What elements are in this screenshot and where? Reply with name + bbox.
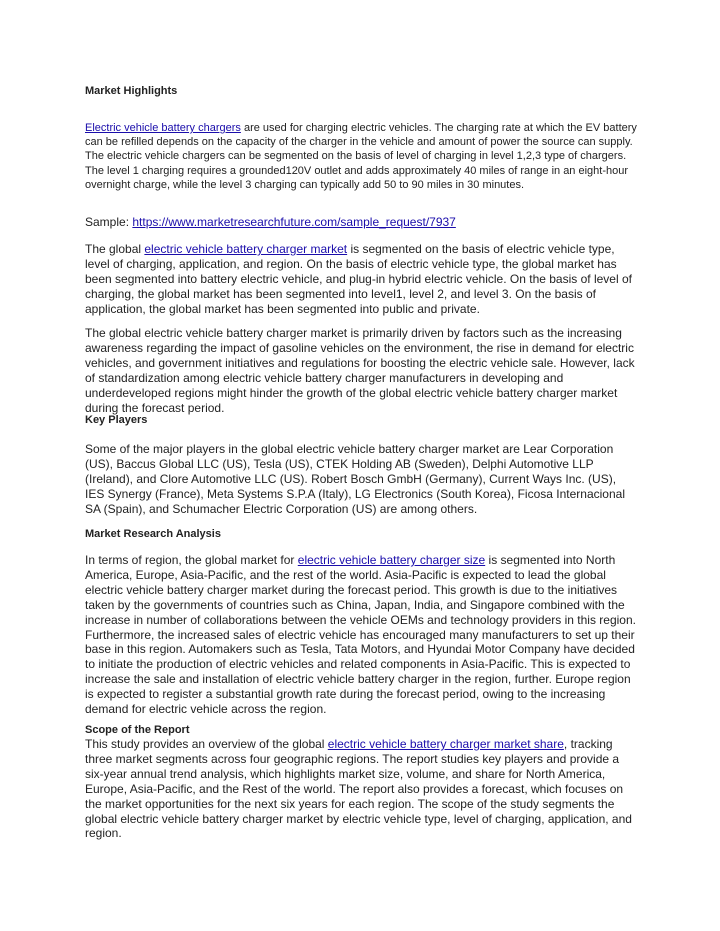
sample-label: Sample: — [85, 215, 133, 229]
scope-pre: This study provides an overview of the global — [85, 737, 328, 751]
ev-battery-chargers-link[interactable]: Electric vehicle battery chargers — [85, 122, 241, 134]
highlights-paragraph-3 — [85, 326, 637, 415]
research-pre: In terms of region, the global market for — [85, 553, 298, 567]
sample-request-link[interactable]: https://www.marketresearchfuture.com/sample_request/7937 — [132, 215, 456, 229]
ev-battery-charger-market-link[interactable]: electric vehicle battery charger market — [144, 242, 348, 256]
research-post: is segmented into North America, Europe, Asia-Pacific, and the rest of the world. Asia-Pacific is expected to lead the global electric vehicle battery charger market during the forecast period. This growth is due to the initiatives taken by the governments of countries such as China, Japan, India, and Singapore combined with the increase in number of collaborations between the vehicle OEMs and technology providers in this region. Furthermore, the increased sales of electric vehicle has encouraged many manufacturers to set up their base in this region. Automakers such as Tesla, Tata Motors, and Hyundai Motor Company have decided to initiate the production of electric vehicles and related components in Asia-Pacific. This is expected to increase the sale and installation of electric vehicle battery charger in the region, further. Europe region is expected to register a substantial growth rate during the forecast period, owing to the increasing demand for electric vehicle across the region. — [85, 553, 636, 717]
key-players-text: Some of the major players in the global electric vehicle battery charger market are Lear Corporation (US), Baccus Global LLC (US), Tesla (US), CTEK Holding AB (Sweden), Delphi Automotive LLP (Ireland), and Clore Automotive LLC (US). Robert Bosch GmbH (Germany), Current Ways Inc. (US), IES Synergy (France), Meta Systems S.P.A (Italy), LG Electronics (South Korea), Ficosa Internacional SA (Spain), and Schumacher Electric Corporation (US) are among others. — [85, 442, 625, 516]
highlights-paragraph-1 — [85, 121, 637, 192]
p2-pre: The global — [85, 242, 145, 256]
scope-post: , tracking three market segments across four geographic regions. The report studies key players and provide a six-year annual trend analysis, which highlights market size, volume, and share for North America, Europe, Asia-Pacific, and the Rest of the world. The report also provides a forecast, which focuses on the market opportunities for the next six years for each region. The scope of the study segments the global electric vehicle battery charger market by electric vehicle type, level of charging, application, and region. — [85, 737, 632, 841]
highlights-paragraph-2 — [85, 242, 637, 317]
highlights-paragraph-1-text: are used for charging electric vehicles. The charging rate at which the EV battery can be refilled depends on the capacity of the charger in the vehicle and amount of power the source can supply. The electric vehicle chargers can be segmented on the basis of level of charging in level 1,2,3 type of chargers. The level 1 charging requires a grounded120V outlet and adds approximately 40 miles of range in an eight-hour overnight charge, while the level 3 charging can typically add 50 to 90 miles in 30 minutes. — [85, 122, 637, 191]
ev-battery-charger-size-link[interactable]: electric vehicle battery charger size — [297, 553, 486, 567]
market-highlights-heading: Market Highlights — [85, 85, 178, 97]
research-heading: Market Research Analysis — [85, 528, 221, 540]
sample-line — [85, 215, 637, 230]
research-paragraph — [85, 553, 637, 717]
scope-paragraph — [85, 737, 637, 841]
highlights-paragraph-3-text: The global electric vehicle battery charger market is primarily driven by factors such as the increasing awareness regarding the impact of gasoline vehicles on the environment, the rise in demand for electric vehicles, and government initiatives and regulations for boosting the electric vehicle sale. However, lack of standardization among electric vehicle battery charger manufacturers in developing and underdeveloped regions might hinder the growth of the global electric vehicle battery charger market during the forecast period. — [85, 326, 635, 415]
ev-battery-charger-market-share-link[interactable]: electric vehicle battery charger market share — [327, 737, 564, 751]
key-players-heading: Key Players — [85, 414, 148, 426]
scope-heading: Scope of the Report — [85, 724, 190, 736]
p2-post: is segmented on the basis of electric vehicle type, level of charging, application, and region. On the basis of electric vehicle type, the global market has been segmented into battery electric vehicle, and plug-in hybrid electric vehicle. On the basis of level of charging, the global market has been segmented into level1, level 2, and level 3. On the basis of application, the global market has been segmented into public and private. — [85, 242, 632, 316]
key-players-paragraph — [85, 442, 637, 517]
